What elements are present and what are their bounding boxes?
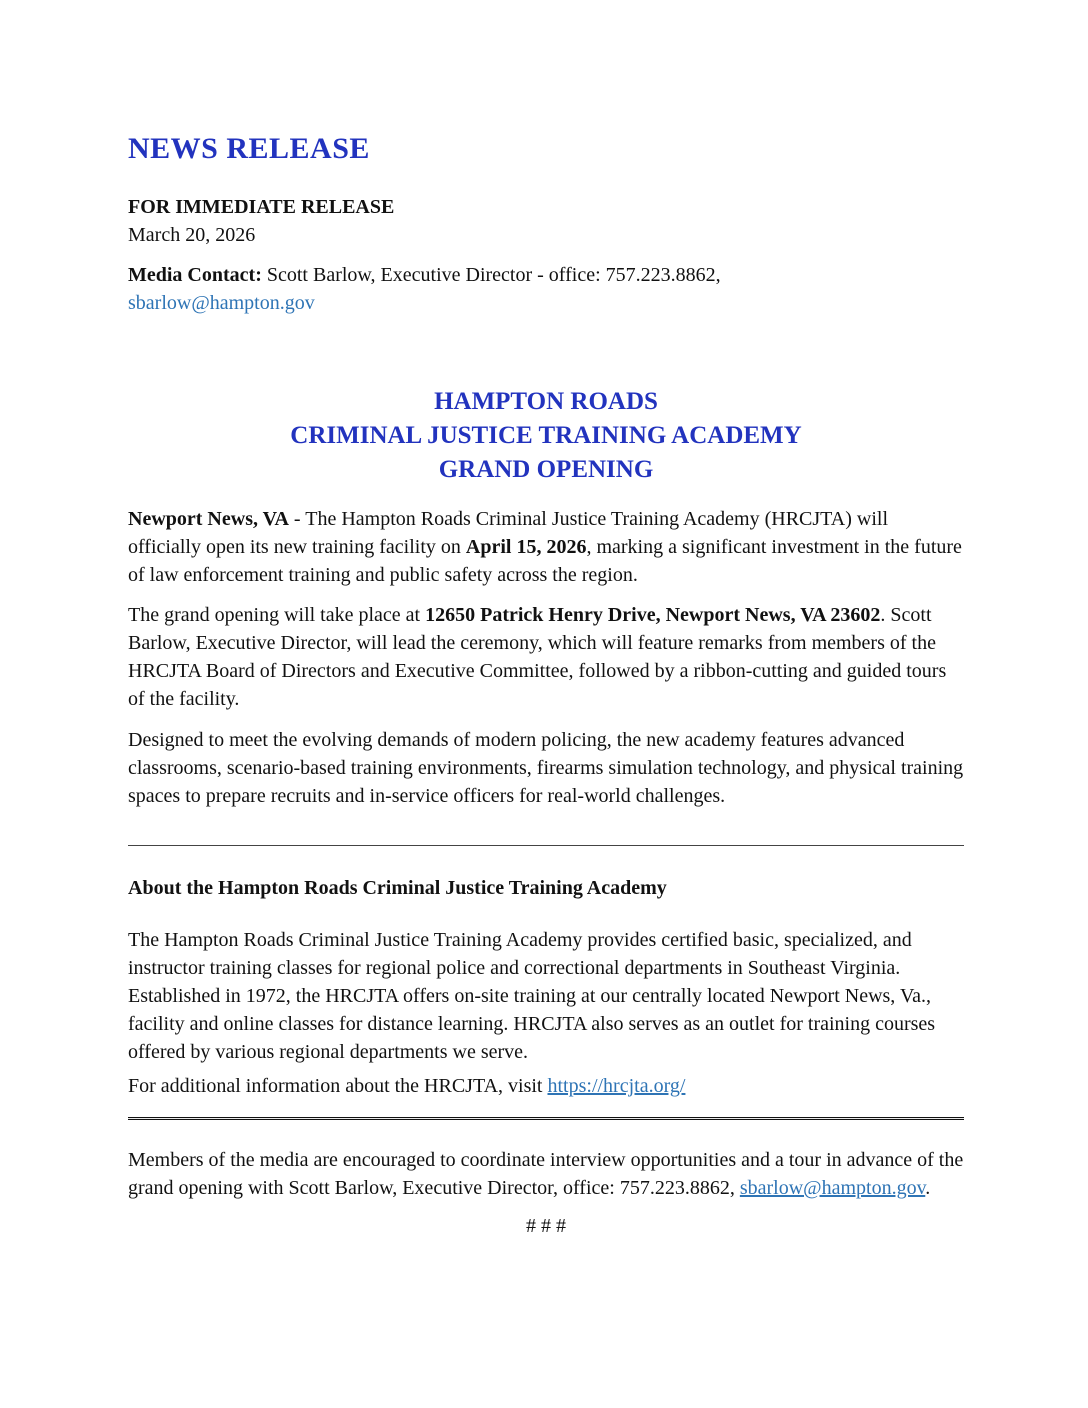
event-details-text-b: . Scott Barlow, Executive Director, will lead the ceremony, which will feature remarks from members of the HRCJTA Board of Directors and Executive Committee, followed by a ribbon-cutting and guided tours of the facility.	[128, 604, 947, 710]
headline	[128, 385, 964, 487]
media-contact-label: Media Contact:	[128, 264, 262, 286]
paragraph-about: The Hampton Roads Criminal Justice Training Academy provides certified basic, specialized, and instructor training classes for regional police and correctional departments in Southeast Virginia. Established in 1972, the HRCJTA offers on-site training at our centrally located Newport News, Va., facility and online classes for distance learning. HRCJTA also serves as an outlet for training courses offered by various regional departments we serve.	[128, 929, 936, 1063]
headline-line-3: GRAND OPENING	[438, 456, 654, 483]
media-contact-text: Scott Barlow, Executive Director - office: 757.223.8862,	[261, 264, 721, 286]
dateline-bold: Newport News, VA	[128, 508, 289, 530]
release-label: FOR IMMEDIATE RELEASE	[128, 196, 395, 218]
paragraph-opening-text-b: , marking a significant investment in the future of law enforcement training and public safety across the region.	[128, 536, 962, 586]
opening-date-bold: April 15, 2026	[465, 536, 587, 558]
paragraph-facility-features: Designed to meet the evolving demands of modern policing, the new academy features advanced classrooms, scenario-based training environments, firearms simulation technology, and physical training spaces to prepare recruits and in-service officers for real-world challenges.	[128, 729, 964, 807]
media-contact-block	[128, 261, 964, 317]
release-date: March 20, 2026	[128, 224, 256, 246]
event-details-text-a: The grand opening will take place at	[128, 604, 426, 626]
event-address-bold: 12650 Patrick Henry Drive, Newport News, VA 23602	[425, 604, 881, 626]
paragraph-opening	[128, 505, 964, 589]
paragraph-media-note	[128, 1146, 964, 1202]
media-contact-email-link[interactable]: sbarlow@hampton.gov	[128, 292, 315, 314]
paragraph-more-info	[128, 1072, 964, 1100]
media-note-suffix: .	[925, 1177, 931, 1199]
section-divider-thick	[128, 1117, 964, 1120]
paragraph-opening-text-a: - The Hampton Roads Criminal Justice Training Academy (HRCJTA) will officially open its new training facility on	[128, 508, 889, 558]
section-divider-thin	[128, 845, 964, 846]
media-contact-line	[128, 261, 964, 289]
headline-line-2: CRIMINAL JUSTICE TRAINING ACADEMY	[290, 422, 802, 449]
hrcjta-website-link[interactable]: https://hrcjta.org/	[547, 1075, 686, 1097]
about-section-heading: About the Hampton Roads Criminal Justice Training Academy	[128, 877, 667, 899]
more-info-text: For additional information about the HRCJTA, visit	[128, 1075, 548, 1097]
media-note-text: Members of the media are encouraged to coordinate interview opportunities and a tour in advance of the grand opening with Scott Barlow, Executive Director, office: 757.223.8862,	[128, 1149, 964, 1199]
headline-line-1: HAMPTON ROADS	[434, 388, 658, 415]
end-mark: # # #	[526, 1215, 566, 1237]
paragraph-event-details	[128, 601, 964, 713]
page-title: NEWS RELEASE	[128, 132, 370, 165]
media-note-email-link[interactable]: sbarlow@hampton.gov	[739, 1177, 926, 1199]
media-contact-email-line	[128, 289, 964, 317]
